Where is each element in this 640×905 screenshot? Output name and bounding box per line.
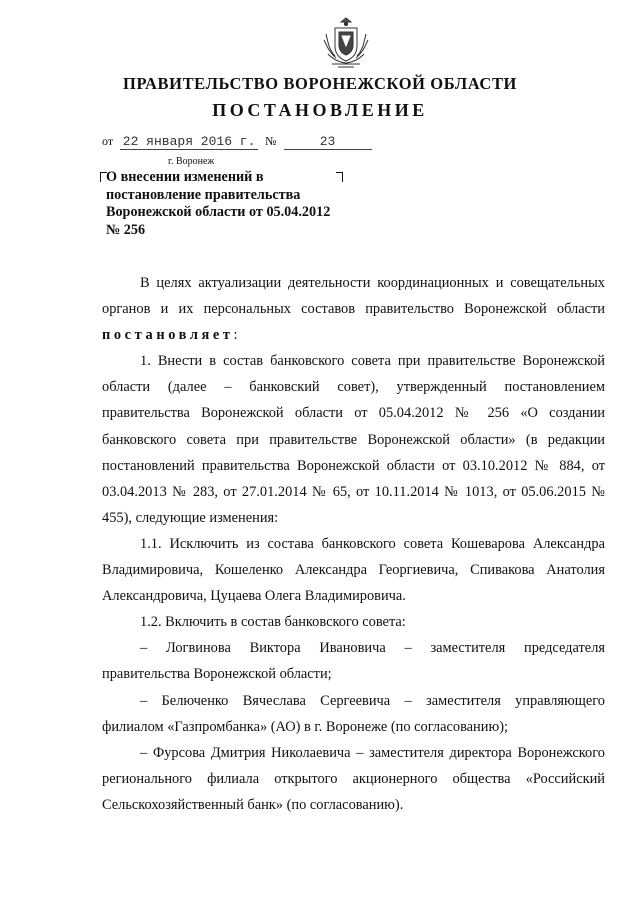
preamble-paragraph [102,270,605,348]
number-label: № [265,134,277,148]
list-item: – Белюченко Вячеслава Сергеевича – заместителя управляющего филиалом «Газпромбанка» (АО) в г. Воронеже (по согласованию); [102,692,605,735]
government-name: ПРАВИТЕЛЬСТВО ВОРОНЕЖСКОЙ ОБЛАСТИ [123,74,517,93]
from-label: от [102,134,114,148]
subject-line: № 256 [106,221,146,238]
subject-block [106,169,356,239]
subject-line: Воронежской области от 05.04.2012 [106,204,331,220]
paragraph-1: 1. Внести в состав банковского совета при правительстве Воронежской области (далее – банковский совет), утвержденный постановлением правительства Воронежской области от 05.04.2012 № 256 «О создании банковского совета при правительстве Воронежской области» (в редакции постановлений правительства Воронежской области от 03.10.2012 № 884, от 03.04.2013 № 283, от 27.01.2014 № 65, от 10.11.2014 № 1013, от 05.06.2015 № 455), следующие изменения: [102,353,605,526]
coat-of-arms-icon [318,14,374,72]
date-number-line [102,134,372,150]
subject-line: постановление правительства [106,186,301,203]
document-body [102,270,605,818]
list-item: – Логвинова Виктора Ивановича – заместителя председателя правительства Воронежской области; [102,640,605,683]
resolves-word: постановляет [102,327,234,344]
subject-line: О внесении изменений в [106,169,264,185]
preamble-text: В целях актуализации деятельности координационных и совещательных органов и их персональных составов правительство Воронежской области [102,275,605,318]
resolves-colon: : [233,327,238,344]
document-type: ПОСТАНОВЛЕНИЕ [212,100,428,120]
list-item: – Фурсова Дмитрия Николаевича – заместителя директора Воронежского регионального филиала открытого акционерного общества «Российский Сельскохозяйственный банк» (по согласованию). [102,744,605,813]
date-value: 22 января 2016 г. [120,135,258,150]
document-number: 23 [284,135,372,150]
paragraph-1-1: 1.1. Исключить из состава банковского совета Кошеварова Александра Владимировича, Кошеленко Александра Георгиевича, Спивакова Анатолия Александровича, Цуцаева Олега Владимировича. [102,535,605,605]
city-label: г. Воронеж [168,156,215,167]
paragraph-1-2: 1.2. Включить в состав банковского совета: [140,614,406,631]
